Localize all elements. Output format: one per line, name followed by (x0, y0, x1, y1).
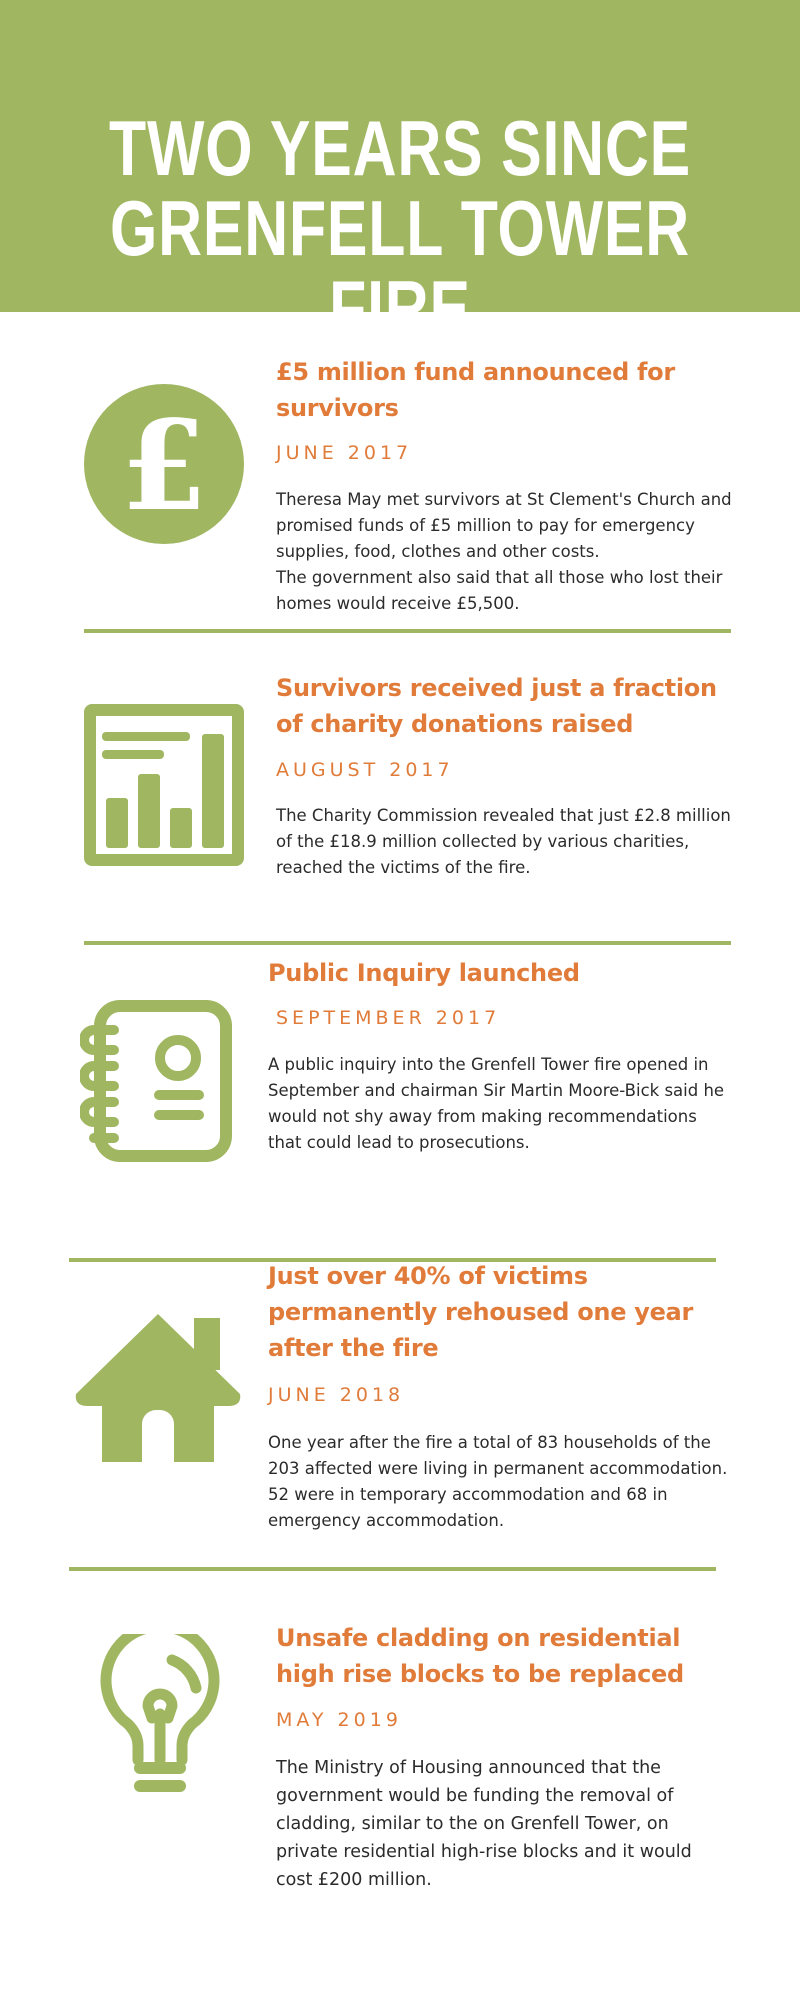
event-heading: Unsafe cladding on residential high rise blocks to be replaced (276, 1624, 684, 1688)
lightbulb-icon (100, 1634, 220, 1802)
event-date: MAY 2019 (276, 1709, 402, 1731)
section-divider (84, 629, 731, 633)
svg-text:£: £ (120, 394, 208, 539)
page-title-line-2: GRENFELL TOWER FIRE (110, 184, 690, 352)
event-date: JUNE 2018 (268, 1384, 405, 1406)
event-body: The Ministry of Housing announced that the government would be funding the removal of cladding, similar to the on Grenfell Tower, on private residential high-rise blocks and it would cost £200 million. (276, 1758, 692, 1890)
notebook-contact-icon (80, 1000, 240, 1162)
event-date: AUGUST 2017 (276, 759, 454, 781)
event-heading: Just over 40% of victims permanently rehoused one year after the fire (268, 1262, 693, 1362)
section-divider (84, 941, 731, 945)
event-body: A public inquiry into the Grenfell Tower fire opened in September and chairman Sir Martin Moore-Bick said he would not shy away from making recommendations that could lead to prosecutions. (268, 1055, 725, 1152)
event-heading: Public Inquiry launched (268, 959, 580, 987)
event-heading: Survivors received just a fraction of charity donations raised (276, 674, 717, 738)
event-heading: £5 million fund announced for survivors (276, 358, 675, 422)
event-date: JUNE 2017 (276, 442, 413, 464)
bar-chart-icon (84, 704, 244, 866)
event-body: The Charity Commission revealed that just £2.8 million of the £18.9 million collected by various charities, reached the victims of the fire. (276, 806, 731, 877)
header-banner (0, 0, 800, 352)
event-body: One year after the fire a total of 83 households of the 203 affected were living in permanent accommodation. 52 were in temporary accommodation and 68 in emergency accommodation. (268, 1433, 728, 1530)
event-date: SEPTEMBER 2017 (276, 1007, 501, 1029)
house-icon (72, 1310, 244, 1466)
pound-sign-icon (84, 384, 244, 544)
page-title-line-1: TWO YEARS SINCE (109, 104, 691, 192)
section-divider (69, 1567, 716, 1571)
event-body: Theresa May met survivors at St Clement's Church and promised funds of £5 million to pay for emergency supplies, food, clothes and other costs. The government also said that all those who lost their homes would receive £5,500. (276, 490, 732, 613)
